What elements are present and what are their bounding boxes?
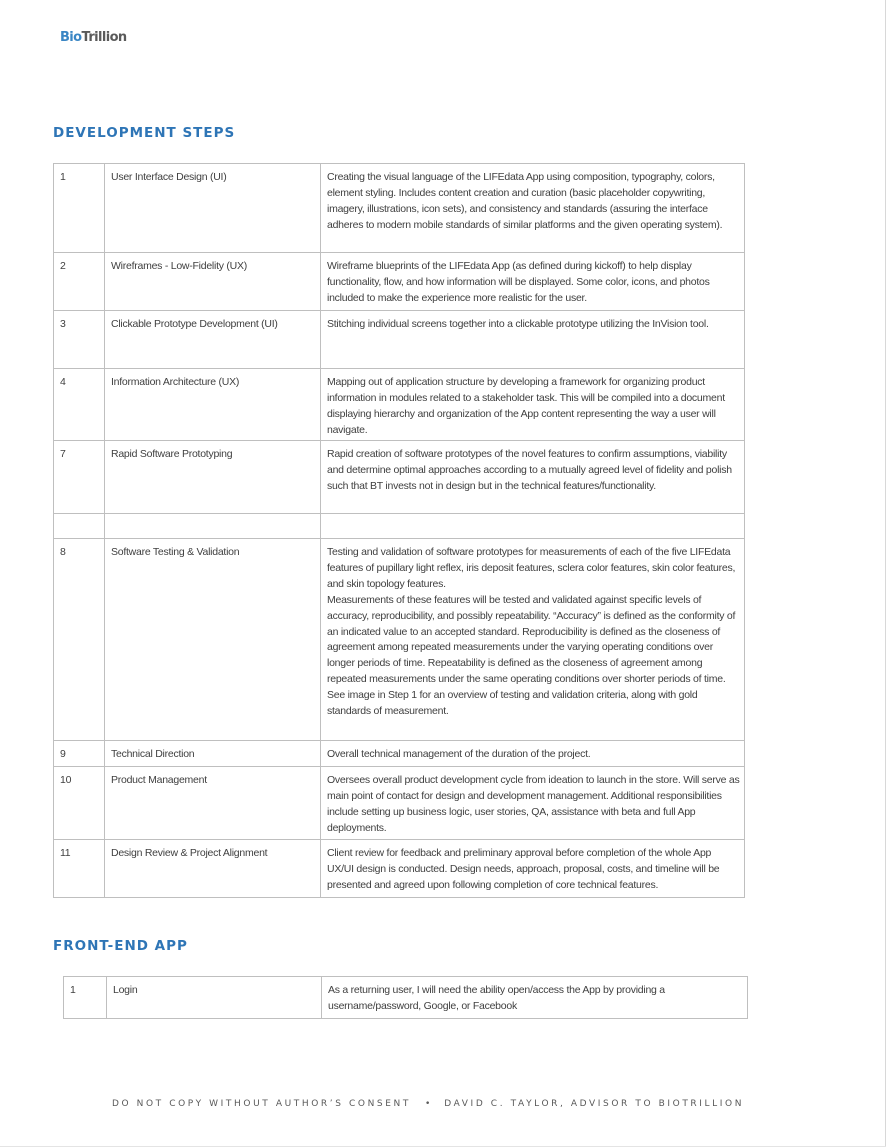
table-row — [54, 369, 745, 441]
step-number: 1 — [64, 977, 107, 1019]
step-name: Login — [107, 977, 322, 1019]
description-paragraph: Stitching individual screens together into a clickable prototype utilizing the InVision tool. — [327, 318, 709, 330]
step-name — [105, 514, 321, 539]
step-description — [321, 539, 745, 741]
step-name: Rapid Software Prototyping — [105, 441, 321, 514]
table-row — [54, 539, 745, 741]
step-number: 7 — [54, 441, 105, 514]
description-paragraph: Testing and validation of software prototypes for measurements of each of the five LIFEdata features of pupillary light reflex, iris deposit features, sclera color features, skin color features, and skin topology features. — [327, 546, 736, 590]
table-row — [54, 253, 745, 311]
description-paragraph: Client review for feedback and preliminary approval before completion of the whole App UX/UI design is conducted. Design needs, approach, proposal, costs, and timeline will be presented and agreed upon following completion of core technical features. — [327, 847, 720, 891]
description-paragraph: Measurements of these features will be tested and validated against specific levels of accuracy, reproducibility, and possibly repeatability. “Accuracy” is defined as the conformity of an indicated value to an accepted standard. Reproducibility is defined as the closeness of agreement among repeated measurements under the varying operating conditions over longer periods of time. Repeatability is defined as the closeness of agreement among repeated measurements under the same operating conditions over shorter periods of time. — [327, 593, 736, 686]
step-description — [321, 741, 745, 767]
development-steps-heading: DEVELOPMENT STEPS — [53, 125, 236, 141]
table-row — [64, 977, 748, 1019]
step-description — [321, 840, 745, 898]
front-end-app-body — [64, 977, 748, 1019]
step-number: 2 — [54, 253, 105, 311]
step-name: User Interface Design (UI) — [105, 164, 321, 253]
step-description — [322, 977, 748, 1019]
description-paragraph: As a returning user, I will need the ability open/access the App by providing a username/password, Google, or Facebook — [328, 984, 665, 1012]
step-name: Information Architecture (UX) — [105, 369, 321, 441]
development-steps-table — [53, 163, 745, 898]
description-paragraph: Creating the visual language of the LIFEdata App using composition, typography, colors, element styling. Includes content creation and curation (basic placeholder copywriting, imagery, illustrations, icon sets), and consistency and standards (assuring the interface adheres to modern mobile standards of similar platforms and the given operating system). — [327, 171, 723, 231]
description-paragraph: Overall technical management of the duration of the project. — [327, 748, 591, 760]
step-description — [321, 311, 745, 369]
step-name: Wireframes - Low-Fidelity (UX) — [105, 253, 321, 311]
table-row — [54, 441, 745, 514]
biotrillion-logo — [60, 30, 127, 45]
step-name: Product Management — [105, 767, 321, 840]
description-paragraph: See image in Step 1 for an overview of testing and validation criteria, along with gold standards of measurement. — [327, 689, 698, 718]
step-number: 11 — [54, 840, 105, 898]
table-row — [54, 741, 745, 767]
table-row — [54, 514, 745, 539]
front-end-app-heading: FRONT-END APP — [53, 938, 188, 954]
page-footer — [0, 1099, 856, 1109]
step-name: Technical Direction — [105, 741, 321, 767]
footer-author: DAVID C. TAYLOR, ADVISOR TO BIOTRILLION — [444, 1099, 745, 1109]
front-end-app-table — [63, 976, 748, 1019]
step-number: 4 — [54, 369, 105, 441]
description-paragraph: Oversees overall product development cycle from ideation to launch in the store. Will serve as main point of contact for design and development management. Additional responsibilities include setting up business logic, user stories, QA, assistance with beta and full App deployments. — [327, 774, 740, 834]
step-number: 3 — [54, 311, 105, 369]
table-row — [54, 767, 745, 840]
footer-copyright-notice: DO NOT COPY WITHOUT AUTHOR’S CONSENT — [111, 1099, 411, 1109]
table-row — [54, 840, 745, 898]
description-paragraph: Mapping out of application structure by developing a framework for organizing product information in modules related to a stakeholder task. This will be compiled into a document displaying hierarchy and organization of the App content representing the way a user will navigate. — [327, 376, 725, 436]
logo-part-trillion: Trillion — [81, 30, 127, 45]
footer-separator: • — [424, 1099, 431, 1109]
step-description — [321, 253, 745, 311]
step-description — [321, 767, 745, 840]
step-name: Clickable Prototype Development (UI) — [105, 311, 321, 369]
step-description — [321, 369, 745, 441]
logo-part-bio: Bio — [60, 30, 82, 45]
step-description — [321, 441, 745, 514]
step-description — [321, 164, 745, 253]
step-number — [54, 514, 105, 539]
table-row — [54, 164, 745, 253]
step-name: Software Testing & Validation — [105, 539, 321, 741]
step-number: 10 — [54, 767, 105, 840]
description-paragraph: Wireframe blueprints of the LIFEdata App (as defined during kickoff) to help display functionality, flow, and how information will be displayed. Some color, icons, and photos included to make the experience more realistic for the user. — [327, 260, 710, 304]
description-paragraph: Rapid creation of software prototypes of the novel features to confirm assumptions, viability and determine optimal approaches according to a mutually agreed level of fidelity and polish such that BT invests not in design but in the technical features/functionality. — [327, 448, 732, 492]
step-description — [321, 514, 745, 539]
step-number: 8 — [54, 539, 105, 741]
step-number: 1 — [54, 164, 105, 253]
development-steps-body — [54, 164, 745, 898]
table-row — [54, 311, 745, 369]
step-number: 9 — [54, 741, 105, 767]
step-name: Design Review & Project Alignment — [105, 840, 321, 898]
